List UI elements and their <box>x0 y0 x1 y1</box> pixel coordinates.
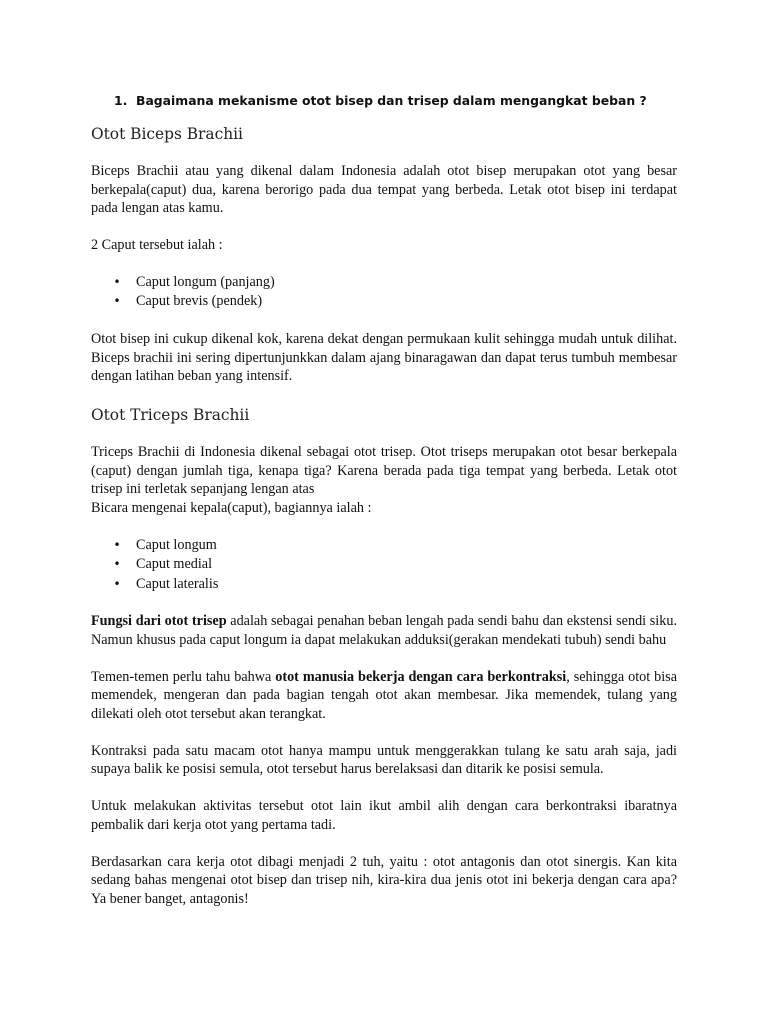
fungsi-bold-text: Fungsi dari otot trisep <box>91 613 227 630</box>
triceps-intro-paragraph: Triceps Brachii di Indonesia dikenal sebagai otot trisep. Otot triseps merupakan otot besar berkepala (caput) dengan jumlah tiga, kenapa tiga? Karena berada pada tiga tempat yang berbeda. Letak otot trisep ini terletak sepanjang lengan atas <box>91 443 677 498</box>
list-item: • Caput lateralis <box>91 575 677 595</box>
question-item <box>91 92 677 110</box>
body-paragraph: Berdasarkan cara kerja otot dibagi menjadi 2 tuh, yaitu : otot antagonis dan otot sinergis. Kan kita sedang bahas mengenai otot bisep dan trisep nih, kira-kira dua jenis otot ini bekerja dengan cara apa? Ya bener banget, antagonis! <box>91 853 677 907</box>
triceps-caput-intro: Bicara mengenai kepala(caput), bagiannya ialah : <box>91 500 372 517</box>
bullet-icon: • <box>113 274 121 289</box>
fungsi-paragraph: Fungsi dari otot trisep adalah sebagai penahan beban lengah pada sendi bahu dan ekstensi sendi siku. Namun khusus pada caput longum ia dapat melakukan adduksi(gerakan mendekati tubuh) sendi bahu <box>91 613 677 648</box>
body-paragraph: Untuk melakukan aktivitas tersebut otot lain ikut ambil alih dengan cara berkontraksi ibaratnya pembalik dari kerja otot yang pertama tadi. <box>91 798 677 833</box>
biceps-caput-intro: 2 Caput tersebut ialah : <box>91 237 223 254</box>
list-item: • Caput longum (panjang) <box>91 273 677 293</box>
bullet-icon: • <box>113 537 121 552</box>
list-item: • Caput medial <box>91 555 677 575</box>
list-item: • Caput longum <box>91 536 677 556</box>
question-text: Bagaimana mekanisme otot bisep dan trisep dalam mengangkat beban ? <box>136 93 647 108</box>
triceps-caput-list <box>91 536 677 595</box>
biceps-closing-paragraph: Otot bisep ini cukup dikenal kok, karena dekat dengan permukaan kulit sehingga mudah untuk dilihat. Biceps brachii ini sering dipertunjunkkan dalam ajang binaragawan dan dapat terus tumbuh membesar dengan latihan beban yang intensif. <box>91 330 677 385</box>
kontraksi-bold-text: otot manusia bekerja dengan cara berkontraksi <box>275 668 567 685</box>
list-item: • Caput brevis (pendek) <box>91 292 677 312</box>
biceps-caput-list <box>91 273 677 312</box>
bullet-icon: • <box>113 294 121 309</box>
body-paragraph: Kontraksi pada satu macam otot hanya mampu untuk menggerakkan tulang ke satu arah saja, jadi supaya balik ke posisi semula, otot tersebut harus berelaksasi dan ditarik ke posisi semula. <box>91 742 677 778</box>
bullet-icon: • <box>113 576 121 591</box>
question-number: 1. <box>114 93 128 108</box>
bullet-icon: • <box>113 557 121 572</box>
triceps-heading: Otot Triceps Brachii <box>91 405 250 424</box>
biceps-intro-paragraph: Biceps Brachii atau yang dikenal dalam Indonesia adalah otot bisep merupakan otot yang besar berkepala(caput) dua, karena berorigo pada dua tempat yang berbeda. Letak otot bisep ini terdapat pada lengan atas kamu. <box>91 163 677 217</box>
biceps-heading: Otot Biceps Brachii <box>91 125 243 143</box>
kontraksi-paragraph: Temen-temen perlu tahu bahwa otot manusia bekerja dengan cara berkontraksi, sehingga otot bisa memendek, mengeran dan pada bagian tengah otot akan membesar. Jika memendek, tulang yang dilekati oleh otot tersebut akan terangkat. <box>91 668 677 723</box>
